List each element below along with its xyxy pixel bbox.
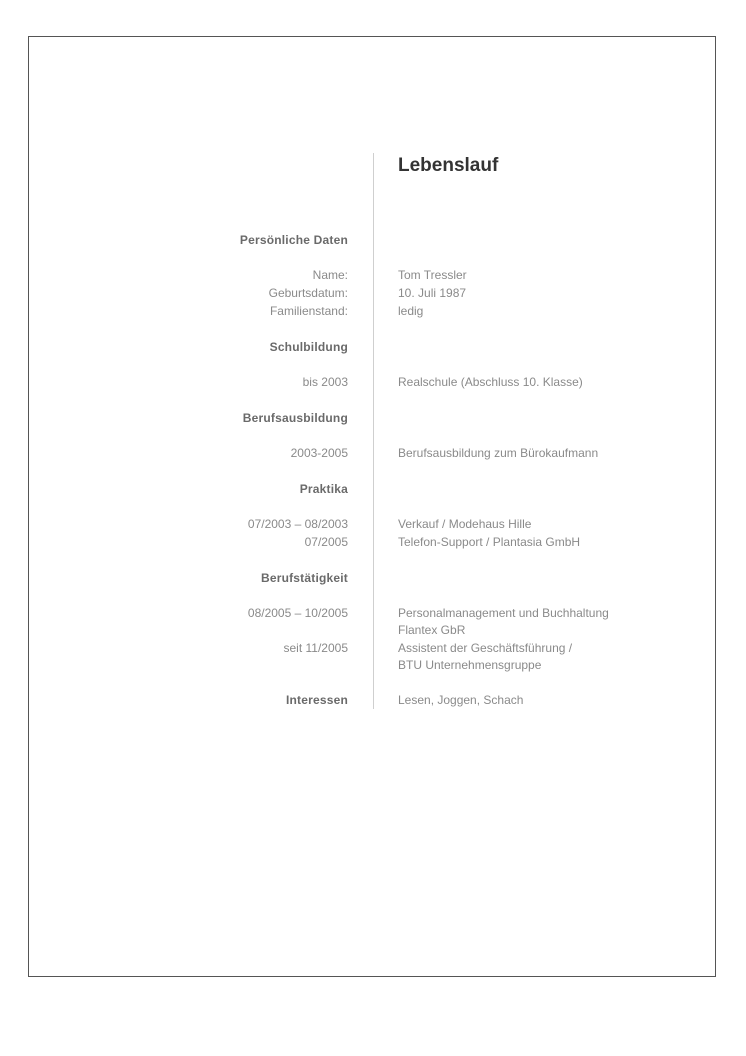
value-work-2-position: Assistent der Geschäftsführung / <box>398 641 573 655</box>
label-internship-1-period: 07/2003 – 08/2003 <box>247 517 348 531</box>
section-heading-internships: Praktika <box>299 482 348 496</box>
value-work-1-position: Personalmanagement und Buchhaltung <box>398 606 609 620</box>
value-name: Tom Tressler <box>398 268 467 282</box>
label-marital-status: Familienstand: <box>269 304 348 318</box>
value-work-1-company: Flantex GbR <box>398 623 466 637</box>
section-heading-work: Berufstätigkeit <box>260 571 348 585</box>
label-work-2-period: seit 11/2005 <box>283 641 348 655</box>
label-internship-2-period: 07/2005 <box>304 535 348 549</box>
section-heading-personal: Persönliche Daten <box>239 233 348 247</box>
document-page <box>28 36 716 977</box>
value-work-2-company: BTU Unternehmensgruppe <box>398 658 542 672</box>
value-birthdate: 10. Juli 1987 <box>398 286 467 300</box>
value-internship-2: Telefon-Support / Plantasia GmbH <box>398 535 581 549</box>
label-work-1-period: 08/2005 – 10/2005 <box>247 606 348 620</box>
label-school-period: bis 2003 <box>302 375 348 389</box>
section-heading-interests: Interessen <box>285 693 348 707</box>
value-interests: Lesen, Joggen, Schach <box>398 693 524 707</box>
label-training-period: 2003-2005 <box>290 446 348 460</box>
value-marital-status: ledig <box>398 304 424 318</box>
column-divider <box>373 153 374 709</box>
value-training: Berufsausbildung zum Bürokaufmann <box>398 446 599 460</box>
value-school: Realschule (Abschluss 10. Klasse) <box>398 375 583 389</box>
section-heading-training: Berufsausbildung <box>242 411 348 425</box>
section-heading-school: Schulbildung <box>269 340 348 354</box>
value-internship-1: Verkauf / Modehaus Hille <box>398 517 532 531</box>
label-name: Name: <box>312 268 348 282</box>
label-birthdate: Geburtsdatum: <box>268 286 348 300</box>
document-title: Lebenslauf <box>398 155 499 176</box>
